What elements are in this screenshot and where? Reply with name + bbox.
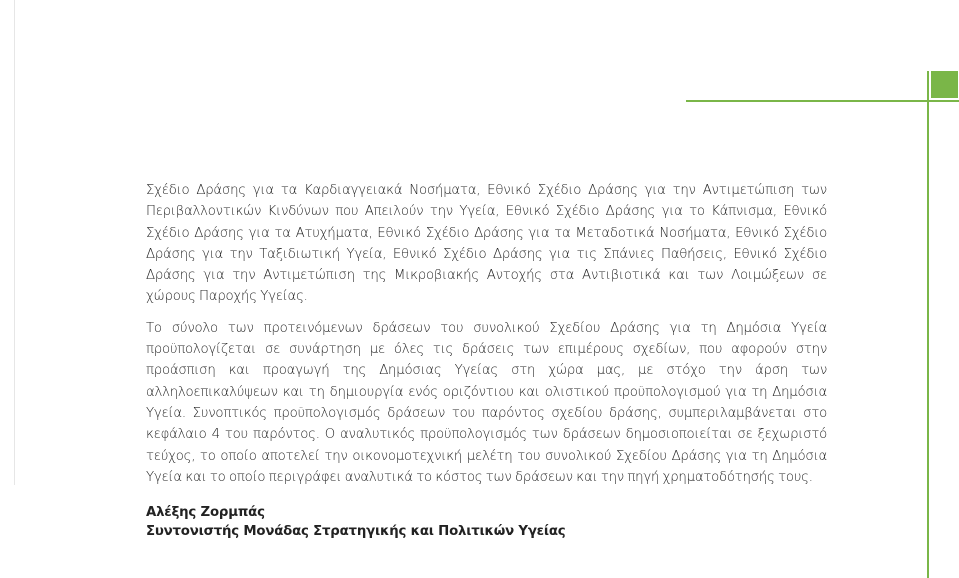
green-corner-square [931, 71, 958, 98]
document-body [146, 180, 827, 541]
signature-name: Αλέξης Ζορμπάς [146, 505, 265, 521]
vertical-rule [927, 71, 929, 578]
horizontal-rule [686, 100, 959, 102]
paragraph-1: Σχέδιο Δράσης για τα Καρδιαγγειακά Νοσήματα, Εθνικό Σχέδιο Δράσης για την Αντιμετώπιση των Περιβαλλοντικών Κινδύνων που Απειλούν την Υγεία, Εθνικό Σχέδιο Δράσης για το Κάπνισμα, Εθνικό Σχέδιο Δράσης για τα Ατυχήματα, Εθνικό Σχέδιο Δράσης για τα Μεταδοτικά Νοσήματα, Εθνικό Σχέδιο Δράσης για την Ταξιδιωτική Υγεία, Εθνικό Σχέδιο Δράσης για τις Σπάνιες Παθήσεις, Εθνικό Σχέδιο Δράσης για την Αντιμετώπιση της Μικροβιακής Αντοχής στα Αντιβιοτικά και των Λοιμώξεων σε χώρους Παροχής Υγείας. [146, 183, 827, 305]
signature-title: Συντονιστής Μονάδας Στρατηγικής και Πολιτικών Υγείας [146, 524, 566, 540]
paragraph-2: Το σύνολο των προτεινόμενων δράσεων του συνολικού Σχεδίου Δράσης για τη Δημόσια Υγεία προϋπολογίζεται σε συνάρτηση με όλες τις δράσεις των επιμέρους σχεδίων, που αφορούν στην προάσπιση και προαγωγή της Δημόσιας Υγείας στη χώρα μας, με στόχο την άρση των αλληλοεπικαλύψεων και τη δημιουργία ενός οριζόντιου και ολιστικού προϋπολογισμού για τη Δημόσια Υγεία. Συνοπτικός προϋπολογισμός δράσεων του παρόντος σχεδίου δράσης, συμπεριλαμβάνεται στο κεφάλαιο 4 του παρόντος. Ο αναλυτικός προϋπολογισμός των δράσεων δημοσιοποιείται σε ξεχωριστό τεύχος, το οποίο αποτελεί την οικονομοτεχνική μελέτη του συνολικού Σχεδίου Δράσης για τη Δημόσια Υγεία και το οποίο περιγράφει αναλυτικά το κόστος των δράσεων και την πηγή χρηματοδότησής τους. [146, 320, 827, 485]
signature-block [146, 503, 827, 541]
page-edge-divider [0, 0, 15, 485]
